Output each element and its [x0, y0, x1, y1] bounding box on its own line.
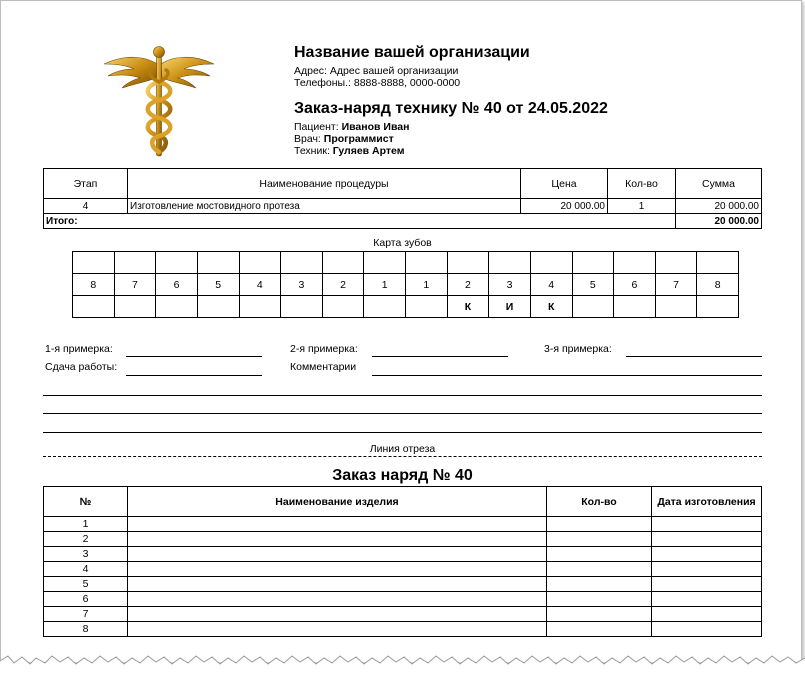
tooth-mark-cell: К — [530, 296, 572, 318]
fitting2-line — [372, 356, 508, 357]
tooth-mark-cell — [239, 296, 281, 318]
item-qty-cell — [547, 532, 652, 547]
tooth-number-cell: 8 — [697, 274, 739, 296]
total-value: 20 000.00 — [676, 214, 762, 229]
tooth-blank-cell — [281, 252, 323, 274]
teeth-mark-row — [73, 296, 739, 318]
stage-cell: 4 — [44, 199, 128, 214]
item-date-cell — [652, 622, 762, 637]
tooth-number-cell: 6 — [614, 274, 656, 296]
work-order-rows — [44, 517, 762, 637]
item-number-cell: 3 — [44, 547, 128, 562]
item-number-cell: 8 — [44, 622, 128, 637]
item-date-cell — [652, 607, 762, 622]
table-row — [44, 622, 762, 637]
tooth-number-cell: 6 — [156, 274, 198, 296]
tooth-mark-cell — [197, 296, 239, 318]
item-qty-cell — [547, 562, 652, 577]
org-address: Адрес: Адрес вашей организации — [294, 65, 459, 77]
tooth-mark-cell — [114, 296, 156, 318]
col-qty: Кол-во — [608, 169, 676, 199]
comments-line — [43, 432, 762, 433]
procedure-name-cell: Изготовление мостовидного протеза — [128, 199, 521, 214]
col-procedure-name: Наименование процедуры — [128, 169, 521, 199]
item-qty-cell — [547, 622, 652, 637]
table-row — [44, 607, 762, 622]
item-number-cell: 6 — [44, 592, 128, 607]
delivery-line — [126, 375, 262, 376]
tooth-blank-cell — [572, 252, 614, 274]
col-item-qty: Кол-во — [547, 487, 652, 517]
tooth-number-cell: 4 — [530, 274, 572, 296]
col-sum: Сумма — [676, 169, 762, 199]
comments-line — [43, 413, 762, 414]
tooth-blank-cell — [322, 252, 364, 274]
tooth-number-cell: 3 — [281, 274, 323, 296]
order-title: Заказ-наряд технику № 40 от 24.05.2022 — [294, 100, 608, 117]
tooth-blank-cell — [530, 252, 572, 274]
tooth-blank-cell — [156, 252, 198, 274]
patient-line: Пациент: Иванов Иван — [294, 121, 410, 133]
tooth-mark-cell — [156, 296, 198, 318]
tooth-mark-cell — [322, 296, 364, 318]
teeth-map-caption: Карта зубов — [373, 237, 432, 249]
table-row — [44, 547, 762, 562]
item-number-cell: 1 — [44, 517, 128, 532]
item-number-cell: 7 — [44, 607, 128, 622]
tooth-blank-cell — [114, 252, 156, 274]
cut-line-label: Линия отреза — [369, 443, 436, 455]
item-date-cell — [652, 532, 762, 547]
total-row — [44, 214, 762, 229]
tooth-mark-cell — [364, 296, 406, 318]
tooth-mark-cell: К — [447, 296, 489, 318]
price-cell: 20 000.00 — [521, 199, 608, 214]
table-row — [44, 562, 762, 577]
caduceus-logo — [100, 42, 218, 160]
item-name-cell — [128, 622, 547, 637]
teeth-blank-row — [73, 252, 739, 274]
tooth-mark-cell — [406, 296, 448, 318]
tooth-blank-cell — [697, 252, 739, 274]
qty-cell: 1 — [608, 199, 676, 214]
item-date-cell — [652, 592, 762, 607]
work-order-table — [43, 486, 762, 637]
tooth-blank-cell — [655, 252, 697, 274]
item-date-cell — [652, 547, 762, 562]
procedures-header-row — [44, 169, 762, 199]
tooth-blank-cell — [73, 252, 115, 274]
tooth-number-cell: 4 — [239, 274, 281, 296]
table-row — [44, 592, 762, 607]
item-name-cell — [128, 547, 547, 562]
item-qty-cell — [547, 577, 652, 592]
item-date-cell — [652, 517, 762, 532]
tooth-blank-cell — [406, 252, 448, 274]
sum-cell: 20 000.00 — [676, 199, 762, 214]
fitting1-label: 1-я примерка: — [45, 343, 113, 355]
col-item-name: Наименование изделия — [128, 487, 547, 517]
tooth-mark-cell — [572, 296, 614, 318]
item-name-cell — [128, 532, 547, 547]
comments-line — [43, 395, 762, 396]
tooth-number-cell: 7 — [114, 274, 156, 296]
cut-line — [43, 456, 762, 457]
item-qty-cell — [547, 592, 652, 607]
tooth-mark-cell — [697, 296, 739, 318]
tooth-mark-cell — [614, 296, 656, 318]
item-date-cell — [652, 577, 762, 592]
tooth-blank-cell — [614, 252, 656, 274]
item-qty-cell — [547, 517, 652, 532]
tooth-number-cell: 1 — [364, 274, 406, 296]
fitting1-line — [126, 356, 262, 357]
tooth-mark-cell — [281, 296, 323, 318]
item-name-cell — [128, 517, 547, 532]
teeth-number-row — [73, 274, 739, 296]
comments-label: Комментарии — [290, 361, 357, 373]
item-number-cell: 5 — [44, 577, 128, 592]
tooth-number-cell: 2 — [322, 274, 364, 296]
tooth-blank-cell — [447, 252, 489, 274]
torn-edge — [0, 648, 805, 685]
table-row — [44, 577, 762, 592]
col-number: № — [44, 487, 128, 517]
tooth-mark-cell — [655, 296, 697, 318]
col-price: Цена — [521, 169, 608, 199]
org-phones: Телефоны.: 8888-8888, 0000-0000 — [294, 77, 461, 89]
work-order-header-row — [44, 487, 762, 517]
tooth-blank-cell — [239, 252, 281, 274]
item-name-cell — [128, 577, 547, 592]
table-row — [44, 532, 762, 547]
work-order-title: Заказ наряд № 40 — [332, 467, 473, 484]
tooth-number-cell: 7 — [655, 274, 697, 296]
doctor-line: Врач: Программист — [294, 133, 394, 145]
org-name: Название вашей организации — [294, 44, 530, 61]
col-stage: Этап — [44, 169, 128, 199]
tooth-number-cell: 2 — [447, 274, 489, 296]
item-name-cell — [128, 592, 547, 607]
tooth-mark-cell: И — [489, 296, 531, 318]
tooth-blank-cell — [197, 252, 239, 274]
fitting3-line — [626, 356, 762, 357]
teeth-map-table — [72, 251, 739, 318]
delivery-label: Сдача работы: — [45, 361, 118, 373]
comments-line — [372, 375, 762, 376]
technician-line: Техник: Гуляев Артем — [294, 145, 405, 157]
item-name-cell — [128, 607, 547, 622]
table-row — [44, 199, 762, 214]
tooth-mark-cell — [73, 296, 115, 318]
fitting2-label: 2-я примерка: — [290, 343, 358, 355]
tooth-number-cell: 1 — [406, 274, 448, 296]
item-qty-cell — [547, 607, 652, 622]
item-date-cell — [652, 562, 762, 577]
tooth-number-cell: 3 — [489, 274, 531, 296]
item-number-cell: 4 — [44, 562, 128, 577]
item-number-cell: 2 — [44, 532, 128, 547]
item-name-cell — [128, 562, 547, 577]
tooth-number-cell: 5 — [572, 274, 614, 296]
tooth-blank-cell — [489, 252, 531, 274]
tooth-number-cell: 5 — [197, 274, 239, 296]
tooth-number-cell: 8 — [73, 274, 115, 296]
fitting3-label: 3-я примерка: — [544, 343, 612, 355]
tooth-blank-cell — [364, 252, 406, 274]
total-label: Итого: — [44, 214, 676, 229]
col-manufacture-date: Дата изготовления — [652, 487, 762, 517]
table-row — [44, 517, 762, 532]
item-qty-cell — [547, 547, 652, 562]
procedures-table — [43, 168, 762, 229]
